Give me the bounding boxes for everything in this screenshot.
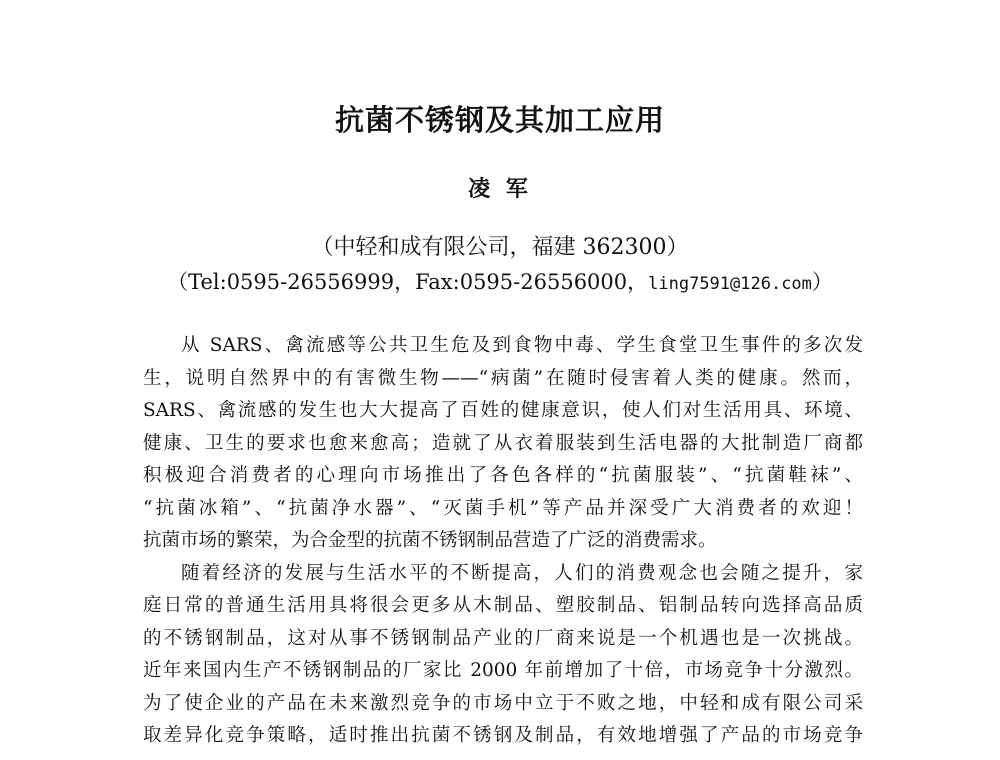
body-line: 生，说明自然界中的有害微生物——“病菌”在随时侵害着人类的健康。然而， <box>143 367 863 389</box>
body-line: 从 SARS、禽流感等公共卫生危及到食物中毒、学生食堂卫生事件的多次发 <box>181 335 863 356</box>
affiliation: （中轻和成有限公司，福建 362300） <box>311 235 689 260</box>
body-line: “抗菌冰箱”、“抗菌净水器”、“灭菌手机”等产品并深受广大消费者的欢迎！ <box>143 497 863 519</box>
body-line: 随着经济的发展与生活水平的不断提高，人们的消费观念也会随之提升，家 <box>181 562 863 584</box>
contact-fax: Fax:0595-26556000， <box>415 270 649 294</box>
body-line: 取差异化竞争策略，适时推出抗菌不锈钢及制品，有效地增强了产品的市场竞争 <box>143 725 863 746</box>
contact-tel: Tel:0595-26556999， <box>188 270 416 294</box>
body-line: 的不锈钢制品，这对从事不锈钢制品产业的厂商来说是一个机遇也是一次挑战。 <box>143 627 863 649</box>
contact-open-paren: （ <box>167 270 189 294</box>
body-line: 健康、卫生的要求也愈来愈高；造就了从衣着服装到生活电器的大批制造厂商都 <box>143 432 863 454</box>
author-name: 凌 军 <box>468 176 532 202</box>
body-line: 庭日常的普通生活用具将很会更多从木制品、塑胶制品、铝制品转向选择高品质 <box>143 595 863 616</box>
contact-close-paren: ） <box>811 270 833 294</box>
body-line: 为了使企业的产品在未来激烈竞争的市场中立于不败之地，中轻和成有限公司采 <box>143 692 863 714</box>
contact-info <box>0 266 1000 296</box>
body-text <box>143 330 863 753</box>
body-line: 近年来国内生产不锈钢制品的厂家比 2000 年前增加了十倍，市场竞争十分激烈。 <box>143 660 863 681</box>
body-line: SARS、禽流感的发生也大大提高了百姓的健康意识，使人们对生活用具、环境、 <box>143 400 863 421</box>
paper-title: 抗菌不锈钢及其加工应用 <box>334 103 665 137</box>
body-line: 抗菌市场的繁荣，为合金型的抗菌不锈钢制品营造了广泛的消费需求。 <box>143 530 717 551</box>
contact-email: ling7591@126.com <box>648 274 812 294</box>
body-line: 积极迎合消费者的心理向市场推出了各色各样的“抗菌服装”、“抗菌鞋袜”、 <box>143 465 863 486</box>
